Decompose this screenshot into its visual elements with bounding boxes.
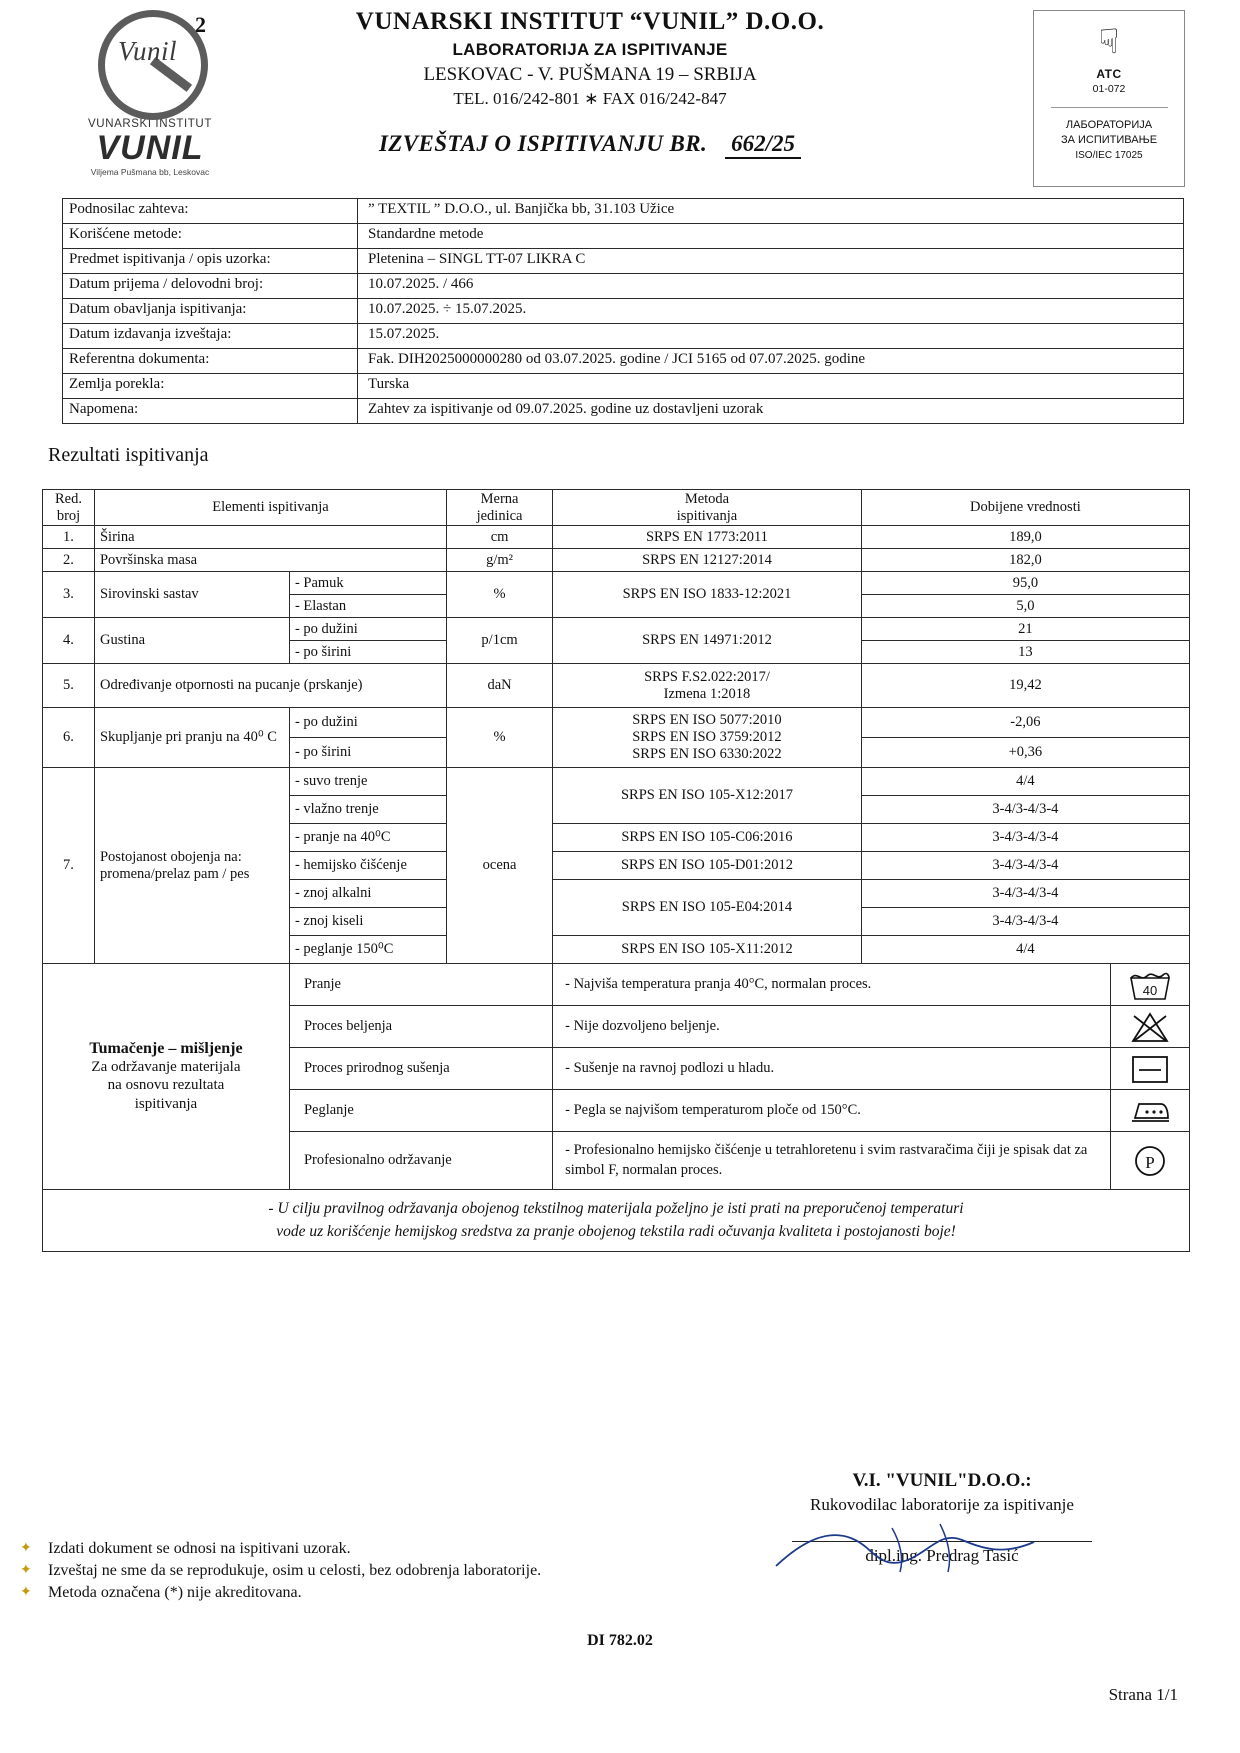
signature-line [792,1541,1092,1542]
signature-company: V.I. "VUNIL"D.O.O.: [852,1470,1032,1491]
care-label: Pranje [289,964,552,1006]
row-element: Sirovinski sastav [94,572,289,618]
row-value: 3-4/3-4/3-4 [861,796,1189,824]
dry-flat-icon-svg [1127,1052,1173,1086]
page-label: Strana 1/1 [1108,1685,1178,1704]
care-note-cell [43,1190,1190,1252]
row-value: 3-4/3-4/3-4 [861,852,1189,880]
row-element: Gustina [94,618,289,664]
care-text: - Najviša temperatura pranja 40°C, normalan proces. [553,964,1111,1006]
row-subelement: - znoj alkalni [289,880,446,908]
list-item [20,1584,714,1602]
care-note-line-2: vode uz korišćenje hemijskog sredstva za pranje obojenog tekstila radi očuvanja kvaliteta i postojanosti boje! [276,1222,956,1240]
company-address: LESKOVAC - V. PUŠMANA 19 – SRBIJA [423,64,757,85]
bullet-icon: ✦ [20,1585,32,1600]
vunil-q-logo-icon [90,8,210,116]
info-value: 15.07.2025. [358,324,1184,349]
info-value: Standardne metode [358,224,1184,249]
iron-icon [1110,1090,1189,1132]
row-no: 5. [43,664,95,708]
row-value: 95,0 [861,572,1189,595]
row-subelement: - pranje na 40⁰C [289,824,446,852]
sample-info-table [62,198,1184,424]
row-element: Površinska masa [94,549,446,572]
interpretation-title-cell [43,964,290,1190]
results-table [42,489,1190,1252]
table-row [43,618,1190,641]
row-subelement: - po dužini [289,618,446,641]
atc-cyrillic-1: ЛАБОРАТОРИЈА [1065,119,1153,131]
info-value: Fak. DIH2025000000280 od 03.07.2025. godine / JCI 5165 od 07.07.2025. godine [358,349,1184,374]
row-method: SRPS F.S2.022:2017/ Izmena 1:2018 [553,664,862,708]
row-no: 2. [43,549,95,572]
table-row [43,708,1190,738]
care-text: - Pegla se najvišom temperaturom ploče od 150°C. [553,1090,1111,1132]
wash-40-icon-svg [1127,968,1173,1002]
col-header-no: Red. broj [43,490,95,526]
info-key: Zemlja porekla: [63,374,358,399]
footer-note-text: Izdati dokument se odnosi na ispitivani uzorak. [48,1540,351,1557]
logo-institute-line: VUNARSKI INSTITUT [88,118,212,130]
row-method: SRPS EN ISO 5077:2010 SRPS EN ISO 3759:2012 SRPS EN ISO 6330:2022 [553,708,862,768]
row-subelement: - peglanje 150⁰C [289,936,446,964]
row-no: 7. [43,768,95,964]
info-value: Turska [358,374,1184,399]
row-method: SRPS EN ISO 1833-12:2021 [553,572,862,618]
svg-text:P: P [1145,1152,1155,1172]
interpretation-title: Tumačenje – mišljenje [89,1039,243,1057]
row-unit: daN [446,664,552,708]
table-row [63,199,1184,224]
logo-address: Viljema Pušmana bb, Leskovac [90,167,210,177]
row-value: 3-4/3-4/3-4 [861,824,1189,852]
footer-notes [14,1540,714,1606]
row-no: 4. [43,618,95,664]
info-key: Datum prijema / delovodni broj: [63,274,358,299]
signature-block [732,1470,1152,1566]
table-header-row [43,490,1190,526]
row-value: 5,0 [861,595,1189,618]
info-key: Referentna dokumenta: [63,349,358,374]
row-unit: p/1cm [446,618,552,664]
row-subelement: - vlažno trenje [289,796,446,824]
care-label: Profesionalno održavanje [289,1132,552,1190]
info-key: Napomena: [63,399,358,424]
row-value: +0,36 [861,738,1189,768]
row-unit: % [446,572,552,618]
row-no: 1. [43,526,95,549]
row-value: 3-4/3-4/3-4 [861,880,1189,908]
row-subelement: - Elastan [289,595,446,618]
company-contact: TEL. 016/242-801 ∗ FAX 016/242-847 [453,89,727,108]
info-key: Podnosilac zahteva: [63,199,358,224]
professional-clean-p-icon-svg [1127,1144,1173,1178]
logo-wordmark: VUNIL [96,129,204,167]
row-subelement: - hemijsko čišćenje [289,852,446,880]
row-subelement: - Pamuk [289,572,446,595]
row-subelement: - po dužini [289,708,446,738]
row-value: 4/4 [861,936,1189,964]
no-bleach-icon-svg [1127,1010,1173,1044]
results-heading: Rezultati ispitivanja [48,444,209,466]
report-number: 662/25 [725,131,801,159]
row-method: SRPS EN ISO 105-E04:2014 [553,880,862,936]
document-header [0,0,1240,190]
form-code: DI 782.02 [587,1632,653,1649]
row-subelement: - znoj kiseli [289,908,446,936]
info-value: Zahtev za ispitivanje od 09.07.2025. godine uz dostavljeni uzorak [358,399,1184,424]
care-note-line-1: - U cilju pravilnog održavanja obojenog tekstilnog materijala poželjno je isti prati na preporučenoj temperaturi [268,1200,964,1218]
table-row [43,768,1190,796]
dry-flat-icon [1110,1048,1189,1090]
row-method: SRPS EN 1773:2011 [553,526,862,549]
col-header-elements: Elementi ispitivanja [94,490,446,526]
table-row [63,374,1184,399]
row-element: Širina [94,526,446,549]
list-item [20,1562,714,1580]
interpretation-row [43,964,1190,1006]
professional-clean-p-icon [1110,1132,1189,1190]
row-unit: % [446,708,552,768]
company-name: VUNARSKI INSTITUT “VUNIL” D.O.O. [355,8,825,35]
list-item [20,1540,714,1558]
signature-name: dipl.ing. Predrag Tasić [865,1546,1019,1565]
atc-code: 01-072 [1092,83,1126,95]
row-method: SRPS EN ISO 105-C06:2016 [553,824,862,852]
row-value: 21 [861,618,1189,641]
care-label: Peglanje [289,1090,552,1132]
col-header-method: Metoda ispitivanja [553,490,862,526]
row-method: SRPS EN ISO 105-X11:2012 [553,936,862,964]
interpretation-subtitle-2: na osnovu rezultata [107,1077,225,1094]
bullet-icon: ✦ [20,1541,32,1556]
no-bleach-icon [1110,1006,1189,1048]
row-element: Skupljanje pri pranju na 40⁰ C [94,708,289,768]
table-row [63,224,1184,249]
row-value: 13 [861,641,1189,664]
header-titles [195,8,985,167]
row-value: 3-4/3-4/3-4 [861,908,1189,936]
care-text: - Profesionalno hemijsko čišćenje u tetrahloretenu i svim rastvaračima čiji je spisak dat za simbol F, normalan proces. [553,1132,1111,1190]
footer-note-text: Izveštaj ne sme da se reprodukuje, osim u celosti, bez odobrenja laboratorije. [48,1562,542,1579]
info-value: 10.07.2025. ÷ 15.07.2025. [358,299,1184,324]
care-note-row [43,1190,1190,1252]
col-header-unit: Merna jedinica [446,490,552,526]
table-row [43,526,1190,549]
logo-script-text: Vunil [118,36,177,66]
footer-note-text: Metoda označena (*) nije akreditovana. [48,1584,302,1601]
atc-divider [1051,107,1168,108]
table-row [43,572,1190,595]
info-key: Korišćene metode: [63,224,358,249]
bullet-icon: ✦ [20,1563,32,1578]
accreditation-badge [1033,10,1185,187]
signature-role: Rukovodilac laboratorije za ispitivanje [810,1495,1074,1514]
atc-cyrillic-2: ЗА ИСПИТИВАЊЕ [1060,133,1158,146]
info-value: Pletenina – SINGL TT-07 LIKRA C [358,249,1184,274]
svg-text:40: 40 [1142,982,1158,998]
row-unit: g/m² [446,549,552,572]
row-value: -2,06 [861,708,1189,738]
interpretation-subtitle-1: Za održavanje materijala [91,1058,241,1075]
page-number-mark: 2 [195,12,206,37]
results-section [42,489,1185,1252]
col-header-values: Dobijene vrednosti [861,490,1189,526]
row-subelement: - po širini [289,641,446,664]
table-row [63,349,1184,374]
table-row [63,274,1184,299]
interpretation-subtitle-3: ispitivanja [134,1096,198,1113]
wash-40-icon [1110,964,1189,1006]
row-element: Određivanje otpornosti na pucanje (prskanje) [94,664,446,708]
table-row [63,324,1184,349]
report-title-line [195,131,985,167]
row-value: 182,0 [861,549,1189,572]
row-method: SRPS EN 12127:2014 [553,549,862,572]
info-key: Datum izdavanja izveštaja: [63,324,358,349]
atc-label: ATC [1096,67,1122,81]
care-label: Proces prirodnog sušenja [289,1048,552,1090]
care-text: - Nije dozvoljeno beljenje. [553,1006,1111,1048]
atc-logo-icon: ☟ [1098,23,1120,61]
row-unit: ocena [446,768,552,964]
care-label: Proces beljenja [289,1006,552,1048]
table-row [63,399,1184,424]
row-no: 3. [43,572,95,618]
table-row [43,549,1190,572]
iron-icon-svg [1127,1094,1173,1128]
row-value: 189,0 [861,526,1189,549]
row-no: 6. [43,708,95,768]
row-value: 19,42 [861,664,1189,708]
table-row [63,249,1184,274]
row-element: Postojanost obojenja na: promena/prelaz pam / pes [94,768,289,964]
care-text: - Sušenje na ravnoj podlozi u hladu. [553,1048,1111,1090]
report-title: IZVEŠTAJ O ISPITIVANJU BR. [378,131,708,156]
table-row [43,664,1190,708]
table-row [63,299,1184,324]
row-subelement: - po širini [289,738,446,768]
info-value: 10.07.2025. / 466 [358,274,1184,299]
row-method: SRPS EN 14971:2012 [553,618,862,664]
department-name: LABORATORIJA ZA ISPITIVANJE [452,40,728,59]
info-key: Datum obavljanja ispitivanja: [63,299,358,324]
info-value: ” TEXTIL ” D.O.O., ul. Banjička bb, 31.103 Užice [358,199,1184,224]
row-unit: cm [446,526,552,549]
row-method: SRPS EN ISO 105-D01:2012 [553,852,862,880]
row-method: SRPS EN ISO 105-X12:2017 [553,768,862,824]
row-value: 4/4 [861,768,1189,796]
info-key: Predmet ispitivanja / opis uzorka: [63,249,358,274]
row-subelement: - suvo trenje [289,768,446,796]
atc-iso: ISO/IEC 17025 [1075,149,1143,161]
